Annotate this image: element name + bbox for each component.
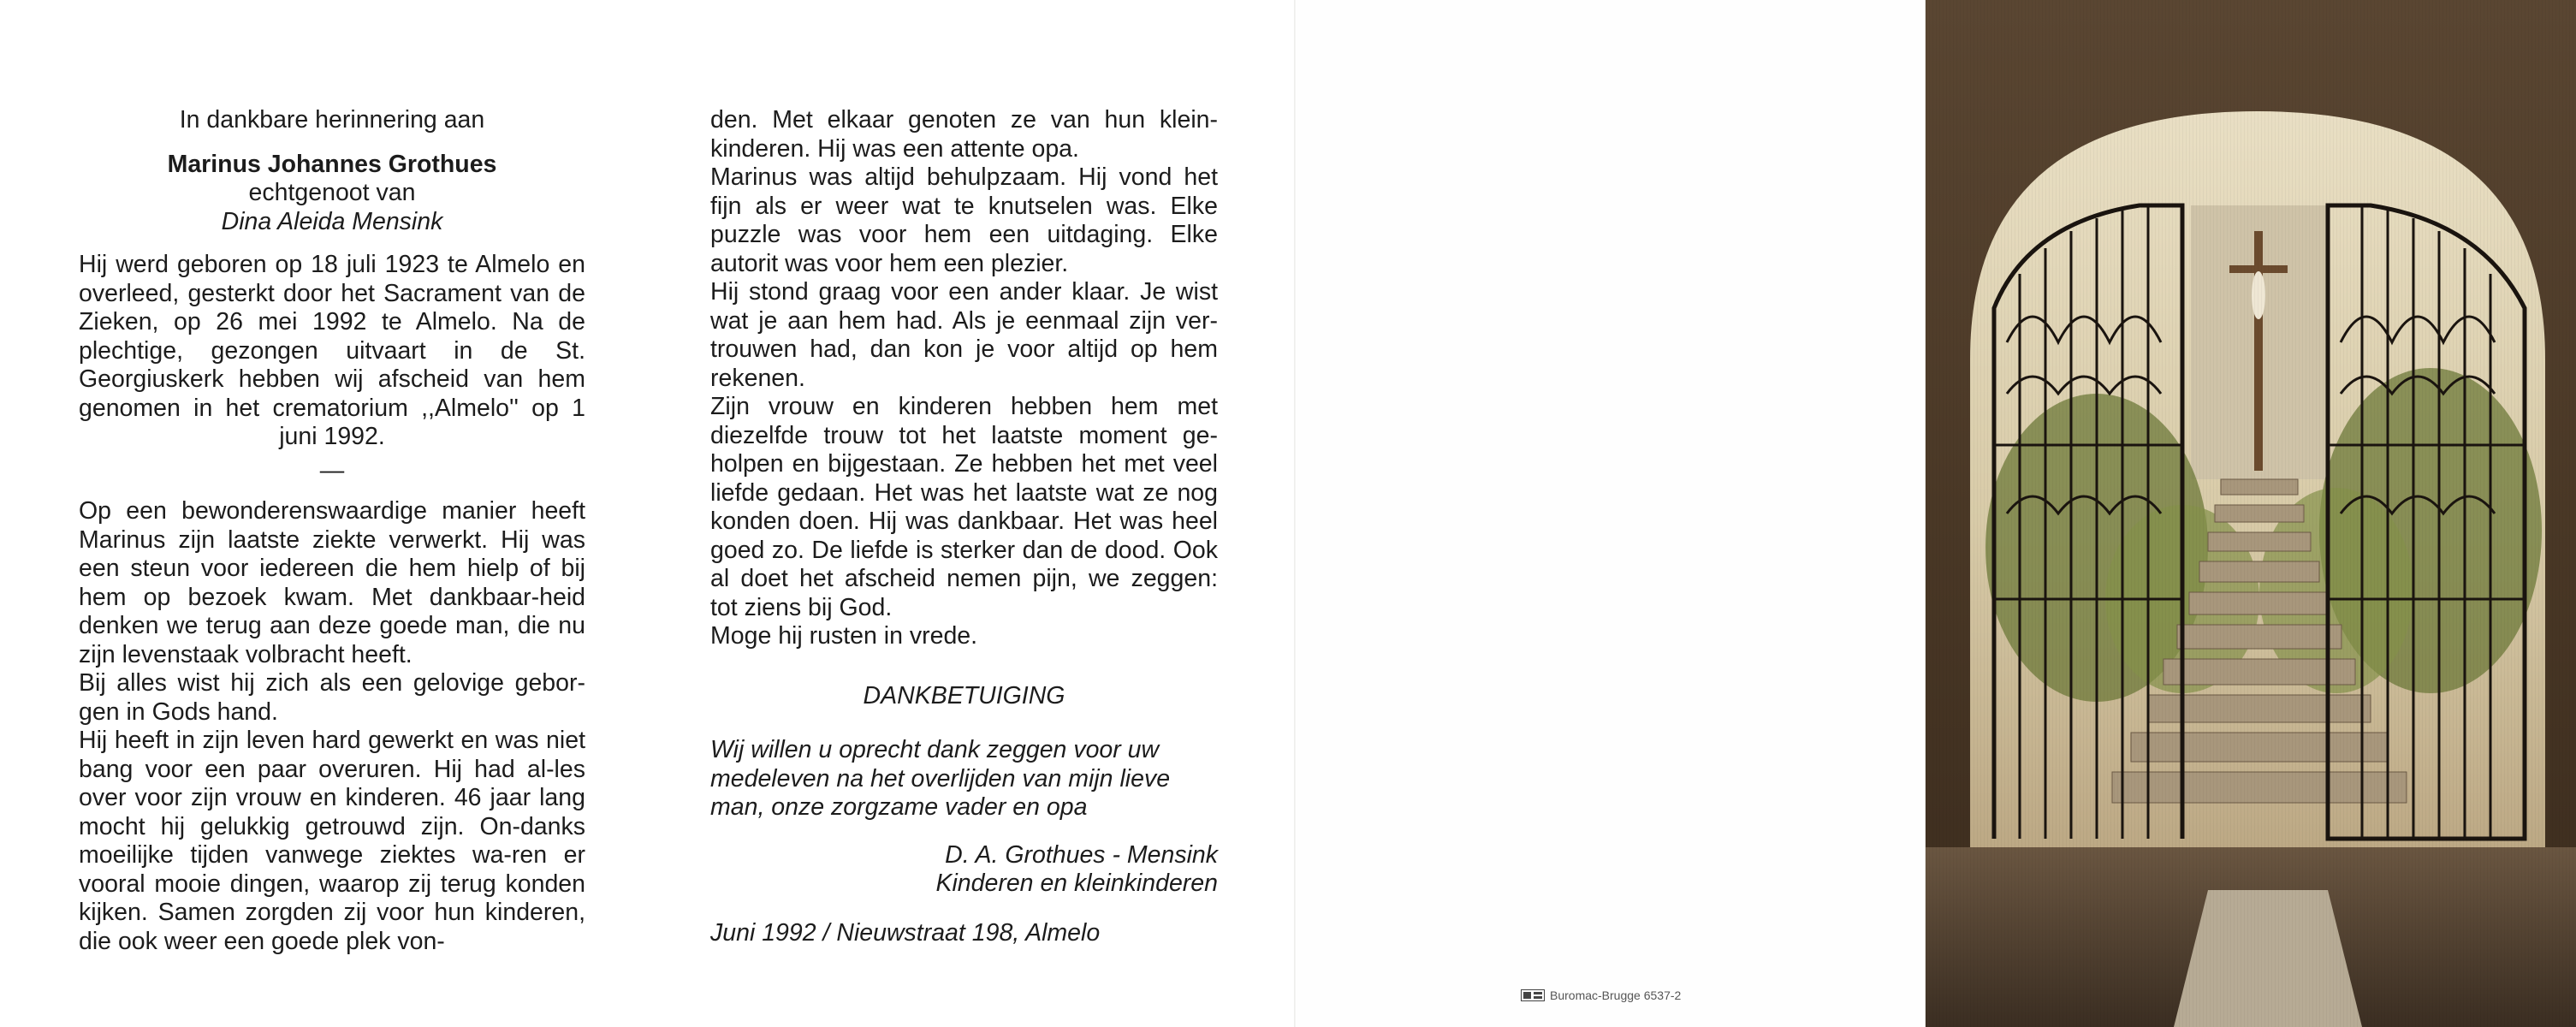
memorial-text-column-left — [79, 106, 585, 956]
dedication-intro: In dankbare herinnering aan — [179, 106, 485, 134]
section-divider: — — [319, 456, 345, 484]
thanks-text: Wij willen u oprecht dank zeggen voor uw medeleven na het overlijden van mijn lieve man, onze zorgzame vader en opa — [710, 736, 1171, 821]
card-back-page — [1297, 0, 1926, 1027]
eulogy-paragraph-4: den. Met elkaar genoten ze van hun klein-kinderen. Hij was een attente opa. — [710, 106, 1218, 163]
card-right-page — [659, 0, 1297, 1027]
eulogy-paragraph-7: Zijn vrouw en kinderen hebben hem met diezelfde trouw tot het laatste moment ge-holpen en bijgestaan. Ze hebben het met veel liefde gedaan. Het was het laatste wat ze nog konden doen. Hij was dankbaar. Het was heel goed zo. De liefde is sterker dan de dood. Ook al doet het afscheid nemen pijn, we zeggen: tot ziens bij God. — [710, 393, 1218, 621]
eulogy-paragraph-6: Hij stond graag voor een ander klaar. Je wist wat je aan hem had. Als je eenmaal zijn ver-trouwen had, dan kon je voor altijd op hem rekenen. — [710, 278, 1218, 392]
card-fold-line — [1294, 0, 1296, 1027]
biography-paragraph: Hij werd geboren op 18 juli 1923 te Almelo en overleed, gesterkt door het Sacrament van de Zieken, op 26 mei 1992 te Almelo. Na de plechtige, gezongen uitvaart in de St. Georgiuskerk hebben wij afscheid van hem genomen in het crematorium ,,Almelo'' op 1 juni 1992. — [79, 251, 585, 450]
cover-photo — [1926, 0, 2576, 1027]
spouse-name: Dina Aleida Mensink — [221, 207, 443, 235]
eulogy-paragraph-5: Marinus was altijd behulpzaam. Hij vond het fijn als er weer wat te knutselen was. Elke puzzle was voor hem een uitdaging. Elke autorit was voor hem een plezier. — [710, 163, 1218, 277]
eulogy-paragraph-1: Op een bewonderenswaardige manier heeft Marinus zijn laatste ziekte verwerkt. Hij was een steun voor iedereen die hem hielp of bij hem op bezoek kwam. Met dankbaar-heid denken we terug aan deze goede man, die nu zijn levenstaak volbracht heeft. — [79, 497, 585, 668]
thanks-heading: DANKBETUIGING — [863, 681, 1065, 709]
publisher-imprint — [1521, 988, 1681, 1002]
eulogy-paragraph-2: Bij alles wist hij zich als een gelovige gebor-gen in Gods hand. — [79, 669, 585, 726]
spouse-label: echtgenoot van — [248, 179, 416, 206]
eulogy-paragraph-8: Moge hij rusten in vrede. — [710, 622, 978, 650]
date-address: Juni 1992 / Nieuwstraat 198, Almelo — [710, 918, 1101, 947]
deceased-name: Marinus Johannes Grothues — [167, 150, 497, 178]
publisher-logo-icon — [1521, 989, 1545, 1001]
memorial-text-column-right — [710, 106, 1218, 947]
publisher-text: Buromac-Brugge 6537-2 — [1550, 988, 1682, 1002]
eulogy-paragraph-3: Hij heeft in zijn leven hard gewerkt en was niet bang voor een paar overuren. Hij had al-les over voor zijn vrouw en kinderen. 46 jaar lang mocht hij gelukkig getrouwd zijn. On-danks moeilijke tijden vanwege ziektes wa-ren er vooral mooie dingen, waarop zij terug konden kijken. Samen zorgden zij voor hun kinderen, die ook weer een goede plek von- — [79, 727, 585, 955]
signature-family: D. A. Grothues - Mensink — [945, 840, 1218, 869]
gate-archway-photo — [1926, 0, 2576, 1027]
card-left-page — [0, 0, 659, 1027]
signature-children: Kinderen en kleinkinderen — [935, 870, 1218, 897]
